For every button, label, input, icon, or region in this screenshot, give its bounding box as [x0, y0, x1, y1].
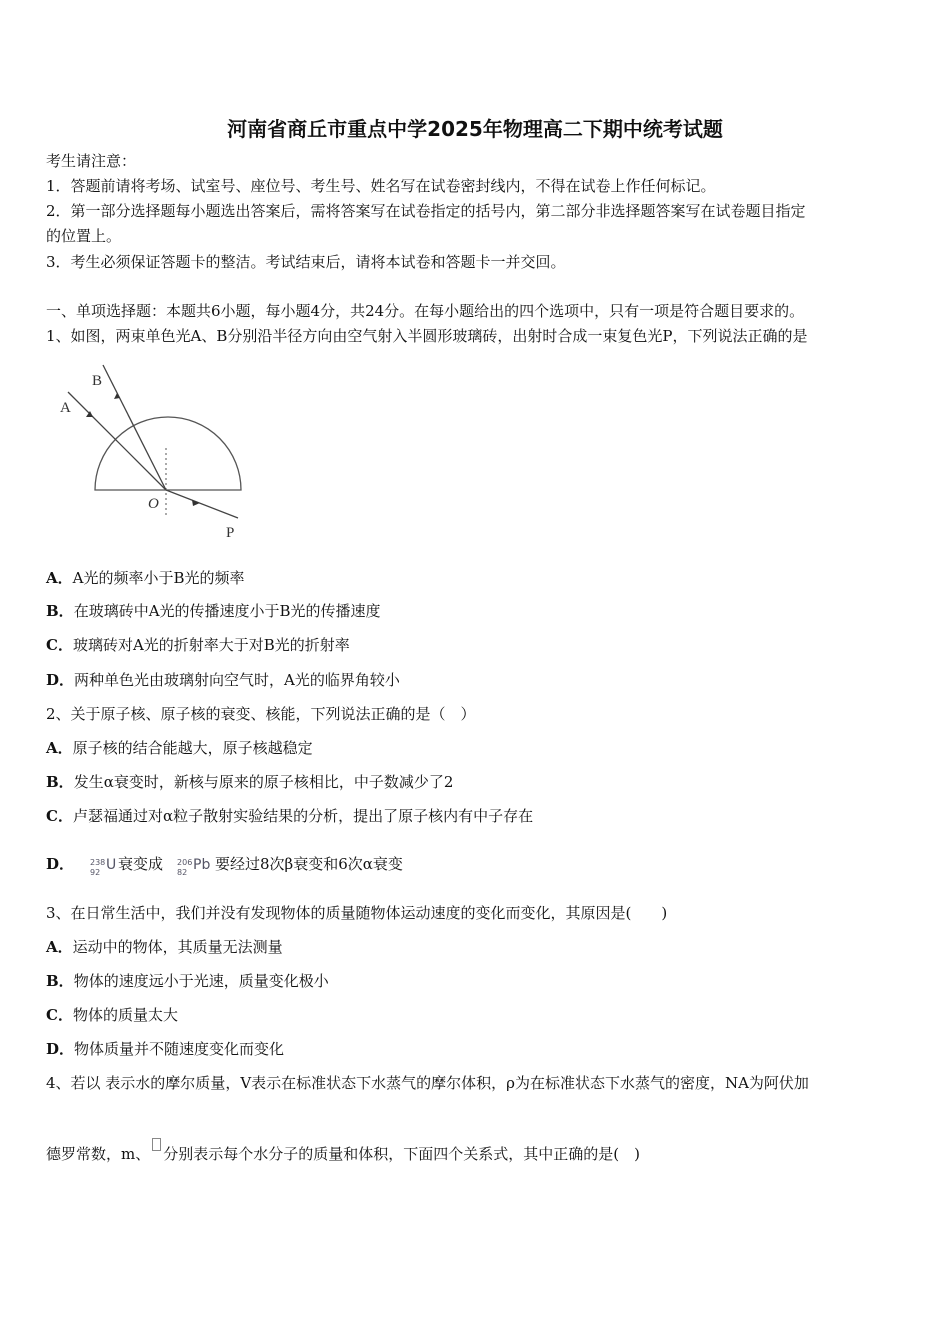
option: A．A光的频率小于B光的频率 [46, 569, 245, 587]
notice-item: 的位置上。 [46, 227, 122, 245]
option: A．原子核的结合能越大，原子核越稳定 [46, 739, 313, 757]
question-2-stem: 2、关于原子核、原子核的衰变、核能，下列说法正确的是（ ） [46, 705, 476, 723]
notice-item: 1．答题前请将考场、试室号、座位号、考生号、姓名写在试卷密封线内，不得在试卷上作任何标记。 [46, 177, 716, 195]
option: C．卢瑟福通过对α粒子散射实验结果的分析，提出了原子核内有中子存在 [46, 807, 534, 825]
option: B．发生α衰变时，新核与原来的原子核相比，中子数减少了2 [46, 773, 454, 791]
missing-glyph-icon [152, 1138, 161, 1151]
option: C．物体的质量太大 [46, 1006, 178, 1024]
notice-item: 3．考生必须保证答题卡的整洁。考试结束后，请将本试卷和答题卡一并交回。 [46, 253, 566, 271]
option: D． 238 92 U 衰变成 206 82 Pb 要经过8次β衰变和6次α衰变 [46, 855, 403, 877]
question-4-stem: 4、若以 表示水的摩尔质量，V表示在标准状态下水蒸气的摩尔体积，ρ为在标准状态下水蒸气的密度，NA为阿伏加 [46, 1074, 809, 1092]
lead-isotope: 206 82 Pb [177, 857, 211, 877]
option: A．运动中的物体，其质量无法测量 [46, 938, 283, 956]
notice-item: 2．第一部分选择题每小题选出答案后，需将答案写在试卷指定的括号内，第二部分非选择题答案写在试卷题目指定 [46, 202, 806, 220]
section-heading: 一、单项选择题：本题共6小题，每小题4分，共24分。在每小题给出的四个选项中，只有一项是符合题目要求的。 [46, 302, 805, 320]
uranium-isotope: 238 92 U [90, 857, 117, 877]
question-1-stem: 1、如图，两束单色光A、B分别沿半径方向由空气射入半圆形玻璃砖，出射时合成一束复色光P，下列说法正确的是 [46, 327, 808, 345]
question-4-stem-cont: 德罗常数，m、 分别表示每个水分子的质量和体积，下面四个关系式，其中正确的是( ) [46, 1138, 640, 1164]
label-a: A [60, 400, 71, 416]
label-p: P [226, 525, 235, 540]
notice-heading: 考生请注意： [46, 152, 137, 170]
refraction-diagram [40, 360, 260, 540]
option: D．物体质量并不随速度变化而变化 [46, 1040, 285, 1058]
label-b: B [92, 373, 103, 389]
label-o: O [148, 496, 159, 512]
option: C．玻璃砖对A光的折射率大于对B光的折射率 [46, 636, 350, 654]
option: D．两种单色光由玻璃射向空气时，A光的临界角较小 [46, 671, 400, 689]
option: B．在玻璃砖中A光的传播速度小于B光的传播速度 [46, 602, 381, 620]
question-3-stem: 3、在日常生活中，我们并没有发现物体的质量随物体运动速度的变化而变化，其原因是( ) [46, 904, 668, 922]
page-title: 河南省商丘市重点中学2025年物理高二下期中统考试题 [227, 117, 723, 141]
option: B．物体的速度远小于光速，质量变化极小 [46, 972, 329, 990]
